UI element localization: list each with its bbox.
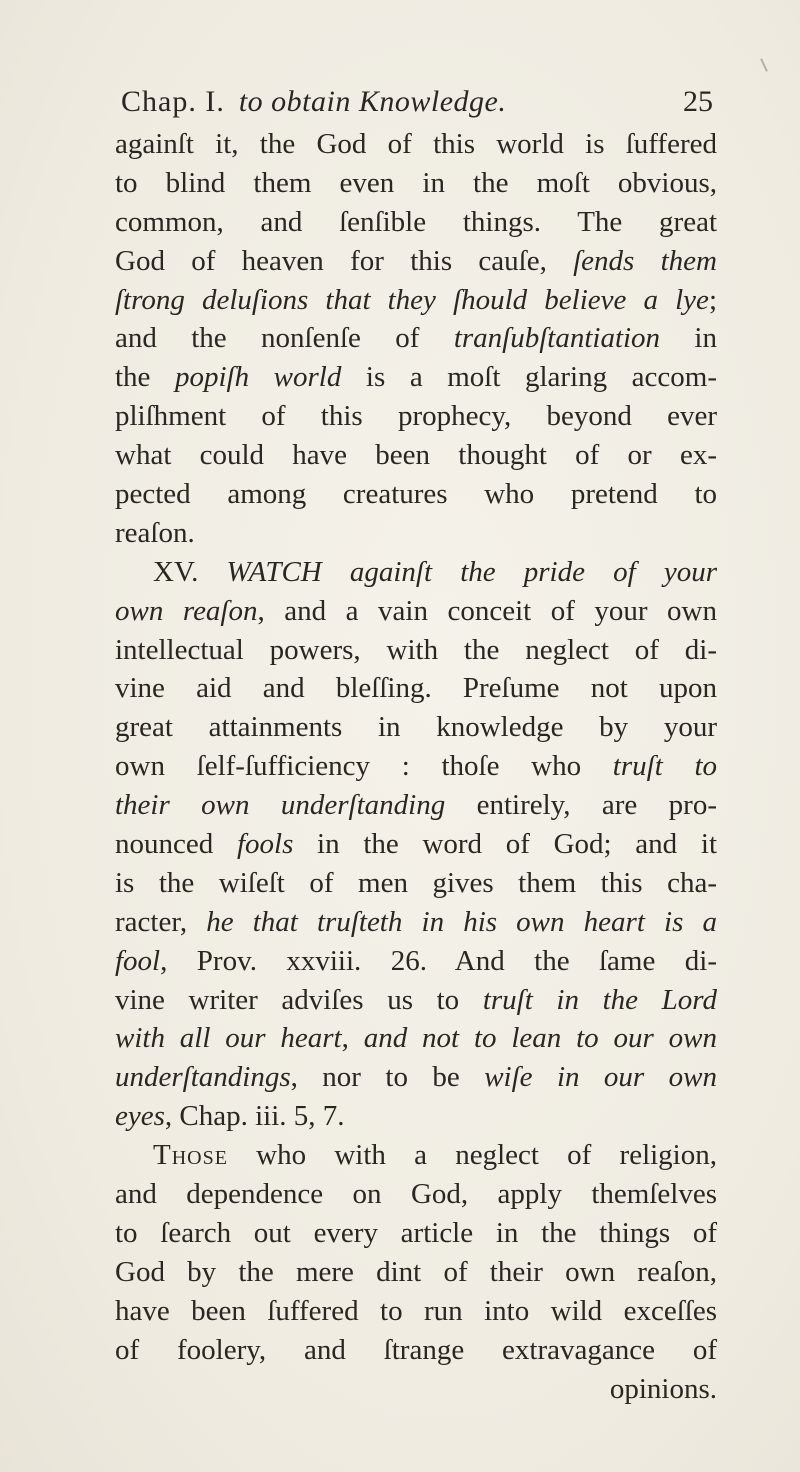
text-line xyxy=(115,825,717,864)
body-text xyxy=(115,125,717,1408)
text-line xyxy=(115,1331,717,1370)
roman-text: entirely, are pro- xyxy=(445,789,717,822)
roman-text: racter, xyxy=(115,905,207,938)
text-line xyxy=(115,514,717,553)
italic-text: he that truſteth in his own heart is a xyxy=(206,905,718,938)
roman-text: pected among creatures who pretend to xyxy=(115,478,717,511)
roman-text: , and a vain conceit of your own xyxy=(257,594,717,627)
text-line xyxy=(115,125,717,164)
text-line xyxy=(115,1253,717,1292)
small-caps-text: Those xyxy=(153,1139,228,1172)
text-line xyxy=(115,747,717,786)
roman-text: common, and ſenſible things. The great xyxy=(115,205,717,238)
italic-text: popiſh world xyxy=(175,361,342,394)
roman-text: God by the mere dint of their own reaſon, xyxy=(115,1255,717,1288)
text-line xyxy=(115,1019,717,1058)
roman-text: , Chap. iii. 5, 7. xyxy=(164,1100,345,1133)
text-line xyxy=(115,1214,717,1253)
italic-text: underſtandings xyxy=(115,1061,291,1094)
text-line xyxy=(115,281,717,320)
roman-text: intellectual powers, with the neglect of di- xyxy=(115,633,717,666)
text-line xyxy=(115,319,717,358)
text-line xyxy=(115,669,717,708)
running-header xyxy=(115,82,713,122)
roman-text: what could have been thought of or ex- xyxy=(115,439,717,472)
roman-text: in the word of God; and it xyxy=(293,828,717,861)
italic-text: wiſe in our own xyxy=(484,1061,717,1094)
roman-text: againſt it, the God of this world is ſuffered xyxy=(115,128,717,160)
italic-text: ſends them xyxy=(573,244,717,277)
roman-text: XV. xyxy=(153,555,227,588)
text-line xyxy=(115,1097,717,1136)
italic-text: truſt in the Lord xyxy=(482,983,717,1016)
roman-text: opinions. xyxy=(609,1372,717,1405)
italic-text: ſtrong deluſions that they ſhould believe a lye xyxy=(115,283,709,316)
roman-text: vine aid and bleſſing. Preſume not upon xyxy=(115,672,717,705)
text-line xyxy=(115,708,717,747)
text-line xyxy=(115,631,717,670)
roman-text: vine writer adviſes us to xyxy=(115,983,483,1016)
italic-text: own reaſon xyxy=(115,594,258,627)
text-line xyxy=(115,397,717,436)
text-line xyxy=(115,1370,717,1409)
text-line xyxy=(115,553,717,592)
roman-text: is a moſt glaring accom- xyxy=(341,361,717,394)
text-line xyxy=(115,1292,717,1331)
text-line xyxy=(115,903,717,942)
roman-text: reaſon. xyxy=(115,516,195,549)
roman-text: and the nonſenſe of xyxy=(115,322,454,355)
roman-text: who with a neglect of religion, xyxy=(227,1139,717,1172)
roman-text: , xyxy=(341,1022,364,1055)
text-line xyxy=(115,358,717,397)
paper-mark xyxy=(760,58,768,72)
roman-text: ; xyxy=(708,283,717,316)
text-line xyxy=(115,864,717,903)
italic-text: and not to lean to our own xyxy=(363,1022,717,1055)
page-number: 25 xyxy=(683,85,713,118)
text-line xyxy=(115,475,717,514)
text-line xyxy=(115,981,717,1020)
text-line xyxy=(115,1175,717,1214)
roman-text: , Prov. xxviii. 26. And the ſame di- xyxy=(160,944,717,977)
text-line xyxy=(115,942,717,981)
italic-text: fools xyxy=(236,828,294,861)
roman-text: the xyxy=(115,361,175,394)
italic-text: truſt to xyxy=(612,750,718,783)
roman-text: to blind them even in the moſt obvious, xyxy=(115,166,717,199)
chapter-title: to obtain Knowledge. xyxy=(238,85,507,118)
running-head xyxy=(115,82,506,122)
roman-text: , nor to be xyxy=(290,1061,485,1094)
text-line xyxy=(115,436,717,475)
roman-text: of foolery, and ſtrange extravagance of xyxy=(115,1333,717,1366)
roman-text: nounced xyxy=(115,828,237,861)
roman-text: own ſelf-ſufficiency : thoſe who xyxy=(115,750,613,783)
italic-text: tranſubſtantiation xyxy=(453,322,661,355)
text-line xyxy=(115,1058,717,1097)
roman-text: is the wiſeſt of men gives them this cha- xyxy=(115,866,717,899)
italic-text: their own underſtanding xyxy=(115,789,446,822)
italic-text: with all our heart xyxy=(115,1022,342,1055)
italic-text: WATCH againſt the pride of your xyxy=(226,555,717,588)
text-line xyxy=(115,203,717,242)
roman-text: great attainments in knowledge by your xyxy=(115,711,717,744)
text-line xyxy=(115,786,717,825)
chapter-label: Chap. I. xyxy=(121,85,225,118)
roman-text: have been ſuffered to run into wild exceſſes xyxy=(115,1294,717,1327)
text-line xyxy=(115,242,717,281)
roman-text: pliſhment of this prophecy, beyond ever xyxy=(115,400,717,433)
italic-text: eyes xyxy=(115,1100,165,1133)
text-line xyxy=(115,164,717,203)
text-line xyxy=(115,592,717,631)
text-line xyxy=(115,1136,717,1175)
roman-text: and dependence on God, apply themſelves xyxy=(115,1178,717,1211)
roman-text: God of heaven for this cauſe, xyxy=(115,244,574,277)
italic-text: fool xyxy=(115,944,161,977)
roman-text: in xyxy=(660,322,717,355)
roman-text: to ſearch out every article in the things of xyxy=(115,1216,717,1249)
